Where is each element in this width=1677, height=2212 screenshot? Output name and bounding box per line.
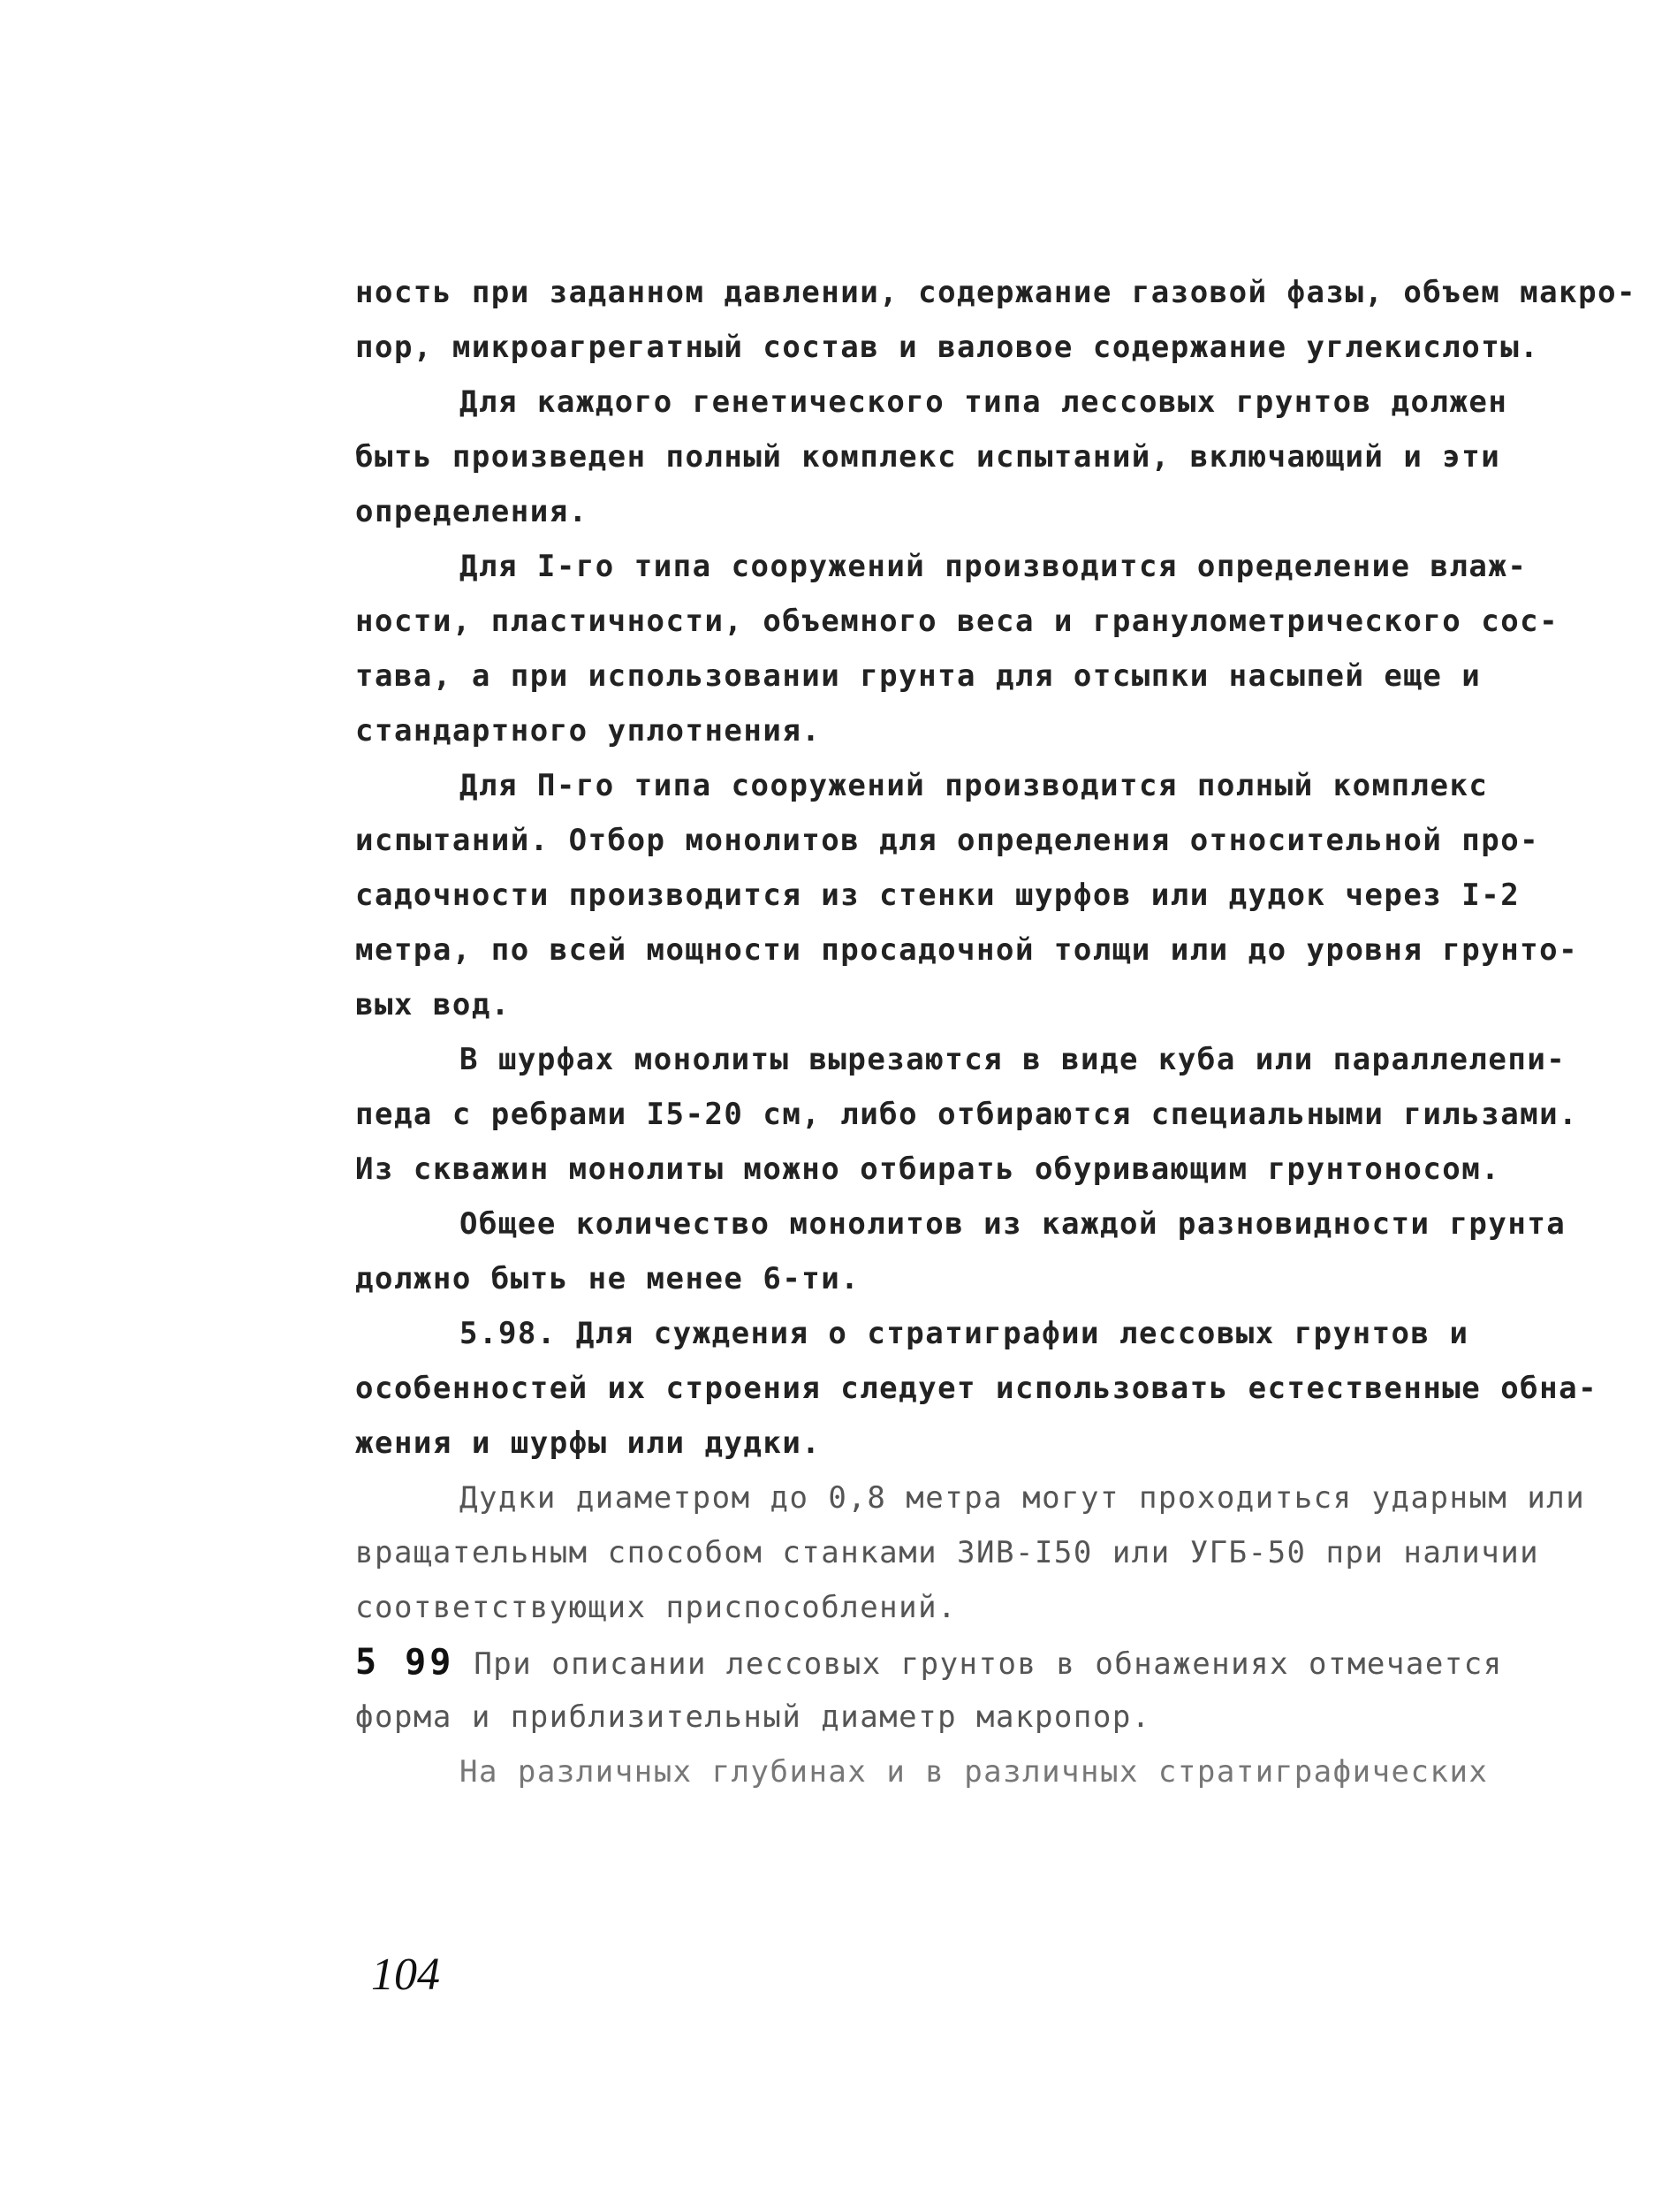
text-line: В шурфах монолиты вырезаются в виде куба или параллелепи- <box>459 1042 1567 1077</box>
text-line: быть произведен полный комплекс испытаний, включающий и эти <box>355 439 1501 475</box>
text-line: садочности производится из стенки шурфов или дудок через I-2 <box>355 878 1521 913</box>
clause-line <box>355 1635 1504 1690</box>
text-line: испытаний. Отбор монолитов для определения относительной про- <box>355 823 1540 858</box>
text-line: соответствующих приспособлений. <box>355 1590 958 1625</box>
text-line: форма и приблизительный диаметр макропор. <box>355 1699 1151 1735</box>
body-text <box>355 265 1637 1799</box>
text-line: педа с ребрами I5-20 см, либо отбираются специальными гильзами. <box>355 1097 1579 1132</box>
clause-text: При описании лессовых грунтов в обнажениях отмечается <box>474 1646 1503 1682</box>
text-line: Дудки диаметром до 0,8 метра могут проходиться ударным или <box>459 1480 1586 1516</box>
text-line: пор, микроагрегатный состав и валовое содержание углекислоты. <box>355 330 1540 365</box>
text-line: Из скважин монолиты можно отбирать обуривающим грунтоносом. <box>355 1152 1501 1187</box>
text-line: вращательным способом станками ЗИВ-I50 или УГБ-50 при наличии <box>355 1535 1540 1570</box>
clause-number: 5 99 <box>355 1642 455 1683</box>
text-line: тава, а при использовании грунта для отсыпки насыпей еще и <box>355 658 1482 694</box>
text-line: метра, по всей мощности просадочной толщи или до уровня грунто- <box>355 932 1579 968</box>
text-line: жения и шурфы или дудки. <box>355 1425 822 1461</box>
text-line: Для I-го типа сооружений производится определение влаж- <box>459 549 1528 584</box>
text-line: ности, пластичности, объемного веса и гранулометрического сос- <box>355 604 1559 639</box>
text-line: должно быть не менее 6-ти. <box>355 1261 861 1296</box>
text-line: На различных глубинах и в различных стратиграфических <box>459 1754 1489 1790</box>
text-line: стандартного уплотнения. <box>355 713 822 749</box>
text-line: Для каждого генетического типа лессовых грунтов должен <box>459 384 1508 420</box>
page-number: 104 <box>371 1950 440 2000</box>
text-line: вых вод. <box>355 987 511 1022</box>
text-line: ность при заданном давлении, содержание газовой фазы, объем макро- <box>355 275 1637 310</box>
text-line: Общее количество монолитов из каждой разновидности грунта <box>459 1206 1567 1242</box>
text-line: особенностей их строения следует использовать естественные обна- <box>355 1371 1598 1406</box>
text-line: определения. <box>355 494 588 529</box>
text-line: Для П-го типа сооружений производится полный комплекс <box>459 768 1489 803</box>
text-line: 5.98. Для суждения о стратиграфии лессовых грунтов и <box>459 1316 1469 1351</box>
